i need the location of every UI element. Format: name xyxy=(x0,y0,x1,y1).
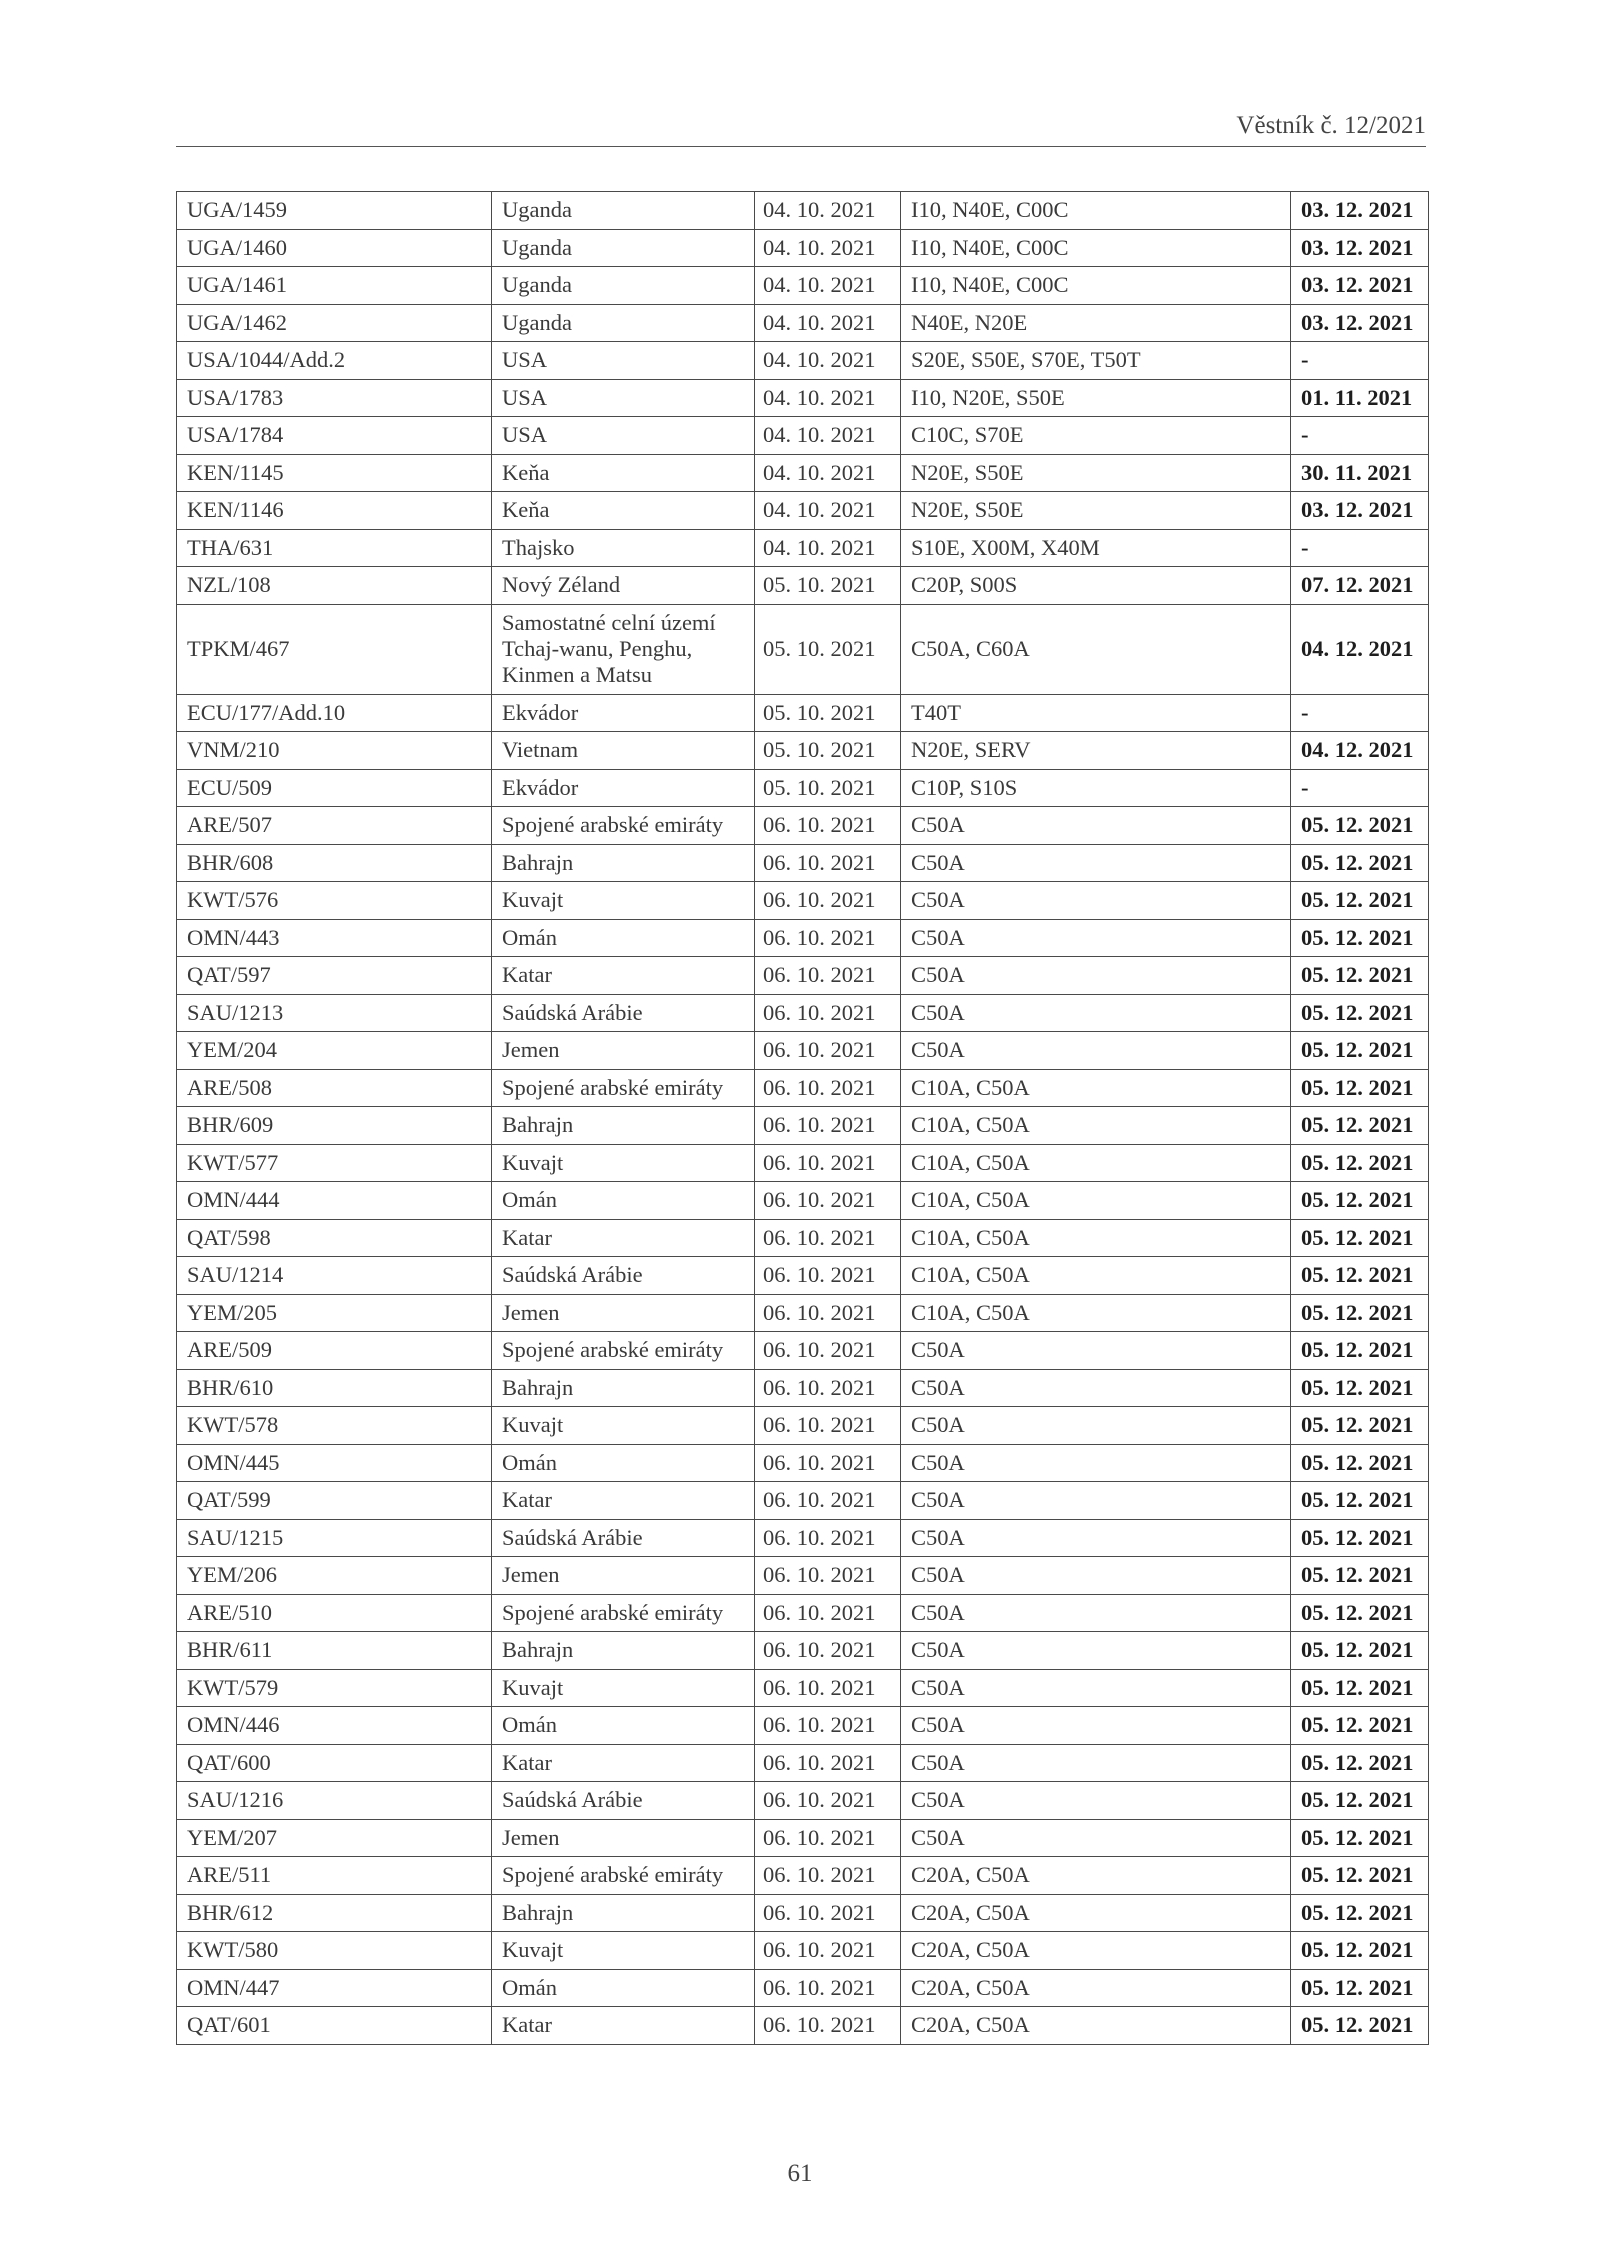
country-cell: Uganda xyxy=(492,267,755,305)
ics-codes-cell: N40E, N20E xyxy=(901,304,1291,342)
notification-date-cell: 06. 10. 2021 xyxy=(755,919,901,957)
country-cell: Omán xyxy=(492,1182,755,1220)
ics-codes-cell: C20A, C50A xyxy=(901,2007,1291,2045)
document-code-cell: ARE/510 xyxy=(177,1594,492,1632)
country-cell: Keňa xyxy=(492,454,755,492)
document-code-cell: ARE/507 xyxy=(177,807,492,845)
table-row xyxy=(177,1707,1429,1745)
deadline-cell: 05. 12. 2021 xyxy=(1291,1894,1429,1932)
ics-codes-cell: C50A xyxy=(901,1032,1291,1070)
document-code-cell: QAT/597 xyxy=(177,957,492,995)
table-row xyxy=(177,1782,1429,1820)
table-row xyxy=(177,529,1429,567)
document-code-cell: VNM/210 xyxy=(177,732,492,770)
document-code-cell: USA/1784 xyxy=(177,417,492,455)
country-cell: Samostatné celní území Tchaj-wanu, Penghu, Kinmen a Matsu xyxy=(492,604,755,694)
notification-date-cell: 06. 10. 2021 xyxy=(755,1894,901,1932)
table-row xyxy=(177,1632,1429,1670)
table-row xyxy=(177,1932,1429,1970)
country-cell: Bahrajn xyxy=(492,1369,755,1407)
country-cell: Uganda xyxy=(492,192,755,230)
notification-date-cell: 06. 10. 2021 xyxy=(755,1707,901,1745)
ics-codes-cell: I10, N40E, C00C xyxy=(901,267,1291,305)
country-cell: Uganda xyxy=(492,304,755,342)
notification-date-cell: 06. 10. 2021 xyxy=(755,1932,901,1970)
table-row xyxy=(177,1182,1429,1220)
country-cell: Ekvádor xyxy=(492,694,755,732)
ics-codes-cell: C50A xyxy=(901,1407,1291,1445)
country-cell: Saúdská Arábie xyxy=(492,1257,755,1295)
document-code-cell: YEM/207 xyxy=(177,1819,492,1857)
ics-codes-cell: T40T xyxy=(901,694,1291,732)
ics-codes-cell: C50A xyxy=(901,919,1291,957)
deadline-cell: 05. 12. 2021 xyxy=(1291,1744,1429,1782)
document-code-cell: QAT/600 xyxy=(177,1744,492,1782)
notification-date-cell: 04. 10. 2021 xyxy=(755,417,901,455)
deadline-cell: - xyxy=(1291,769,1429,807)
notification-date-cell: 06. 10. 2021 xyxy=(755,1219,901,1257)
table-row xyxy=(177,1557,1429,1595)
table-row xyxy=(177,1669,1429,1707)
notification-date-cell: 05. 10. 2021 xyxy=(755,694,901,732)
country-cell: Omán xyxy=(492,1969,755,2007)
country-cell: Katar xyxy=(492,1744,755,1782)
table-row xyxy=(177,732,1429,770)
country-cell: Spojené arabské emiráty xyxy=(492,807,755,845)
table-row xyxy=(177,807,1429,845)
deadline-cell: 05. 12. 2021 xyxy=(1291,1632,1429,1670)
document-code-cell: QAT/599 xyxy=(177,1482,492,1520)
country-cell: Jemen xyxy=(492,1294,755,1332)
ics-codes-cell: C20A, C50A xyxy=(901,1894,1291,1932)
ics-codes-cell: C50A xyxy=(901,1519,1291,1557)
ics-codes-cell: C50A xyxy=(901,1744,1291,1782)
page-number: 61 xyxy=(787,2160,813,2187)
deadline-cell: 03. 12. 2021 xyxy=(1291,229,1429,267)
document-code-cell: USA/1783 xyxy=(177,379,492,417)
country-cell: Jemen xyxy=(492,1032,755,1070)
table-row xyxy=(177,604,1429,694)
country-cell: USA xyxy=(492,417,755,455)
document-code-cell: SAU/1216 xyxy=(177,1782,492,1820)
notification-date-cell: 06. 10. 2021 xyxy=(755,994,901,1032)
ics-codes-cell: C50A xyxy=(901,1482,1291,1520)
country-cell: Jemen xyxy=(492,1819,755,1857)
ics-codes-cell: C10P, S10S xyxy=(901,769,1291,807)
notification-date-cell: 04. 10. 2021 xyxy=(755,454,901,492)
notification-date-cell: 06. 10. 2021 xyxy=(755,1557,901,1595)
notification-date-cell: 06. 10. 2021 xyxy=(755,844,901,882)
document-code-cell: YEM/204 xyxy=(177,1032,492,1070)
notification-date-cell: 06. 10. 2021 xyxy=(755,1444,901,1482)
country-cell: Keňa xyxy=(492,492,755,530)
table-row xyxy=(177,1369,1429,1407)
notification-table xyxy=(176,191,1429,2045)
notification-date-cell: 06. 10. 2021 xyxy=(755,882,901,920)
document-code-cell: BHR/609 xyxy=(177,1107,492,1145)
country-cell: Jemen xyxy=(492,1557,755,1595)
ics-codes-cell: C20A, C50A xyxy=(901,1857,1291,1895)
country-cell: Spojené arabské emiráty xyxy=(492,1857,755,1895)
ics-codes-cell: I10, N40E, C00C xyxy=(901,192,1291,230)
notification-date-cell: 06. 10. 2021 xyxy=(755,957,901,995)
document-code-cell: ARE/509 xyxy=(177,1332,492,1370)
document-code-cell: SAU/1215 xyxy=(177,1519,492,1557)
ics-codes-cell: C10A, C50A xyxy=(901,1069,1291,1107)
table-row xyxy=(177,994,1429,1032)
ics-codes-cell: C20A, C50A xyxy=(901,1932,1291,1970)
deadline-cell: 05. 12. 2021 xyxy=(1291,1332,1429,1370)
document-code-cell: ECU/177/Add.10 xyxy=(177,694,492,732)
deadline-cell: 05. 12. 2021 xyxy=(1291,1219,1429,1257)
table-row xyxy=(177,919,1429,957)
notification-date-cell: 06. 10. 2021 xyxy=(755,1482,901,1520)
document-code-cell: KWT/576 xyxy=(177,882,492,920)
table-row xyxy=(177,1219,1429,1257)
table-row xyxy=(177,1107,1429,1145)
country-cell: Spojené arabské emiráty xyxy=(492,1594,755,1632)
table-row xyxy=(177,1519,1429,1557)
country-cell: Saúdská Arábie xyxy=(492,994,755,1032)
ics-codes-cell: C50A xyxy=(901,1557,1291,1595)
deadline-cell: 05. 12. 2021 xyxy=(1291,1294,1429,1332)
deadline-cell: 05. 12. 2021 xyxy=(1291,1932,1429,1970)
document-code-cell: BHR/608 xyxy=(177,844,492,882)
deadline-cell: 05. 12. 2021 xyxy=(1291,1594,1429,1632)
notification-date-cell: 04. 10. 2021 xyxy=(755,304,901,342)
table-row xyxy=(177,844,1429,882)
notification-date-cell: 04. 10. 2021 xyxy=(755,379,901,417)
ics-codes-cell: I10, N20E, S50E xyxy=(901,379,1291,417)
table-row xyxy=(177,379,1429,417)
document-code-cell: OMN/443 xyxy=(177,919,492,957)
table-row xyxy=(177,1444,1429,1482)
ics-codes-cell: C10A, C50A xyxy=(901,1294,1291,1332)
document-code-cell: THA/631 xyxy=(177,529,492,567)
table-row xyxy=(177,1294,1429,1332)
deadline-cell: 05. 12. 2021 xyxy=(1291,1407,1429,1445)
document-code-cell: OMN/444 xyxy=(177,1182,492,1220)
publication-title: Věstník č. 12/2021 xyxy=(1236,112,1426,139)
document-code-cell: ARE/511 xyxy=(177,1857,492,1895)
deadline-cell: 03. 12. 2021 xyxy=(1291,267,1429,305)
country-cell: Kuvajt xyxy=(492,1407,755,1445)
document-code-cell: OMN/446 xyxy=(177,1707,492,1745)
notification-date-cell: 06. 10. 2021 xyxy=(755,1744,901,1782)
table-row xyxy=(177,1857,1429,1895)
country-cell: Thajsko xyxy=(492,529,755,567)
table-row xyxy=(177,567,1429,605)
document-code-cell: QAT/598 xyxy=(177,1219,492,1257)
table-row xyxy=(177,304,1429,342)
country-cell: Saúdská Arábie xyxy=(492,1782,755,1820)
document-code-cell: NZL/108 xyxy=(177,567,492,605)
notification-date-cell: 06. 10. 2021 xyxy=(755,1819,901,1857)
document-code-cell: BHR/612 xyxy=(177,1894,492,1932)
deadline-cell: 05. 12. 2021 xyxy=(1291,1857,1429,1895)
notification-date-cell: 06. 10. 2021 xyxy=(755,807,901,845)
country-cell: USA xyxy=(492,379,755,417)
document-code-cell: USA/1044/Add.2 xyxy=(177,342,492,380)
ics-codes-cell: C20P, S00S xyxy=(901,567,1291,605)
document-code-cell: YEM/205 xyxy=(177,1294,492,1332)
table-row xyxy=(177,1144,1429,1182)
document-code-cell: OMN/447 xyxy=(177,1969,492,2007)
table-row xyxy=(177,1032,1429,1070)
table-row xyxy=(177,694,1429,732)
deadline-cell: 05. 12. 2021 xyxy=(1291,1669,1429,1707)
country-cell: Katar xyxy=(492,2007,755,2045)
table-row xyxy=(177,1969,1429,2007)
table-row xyxy=(177,1482,1429,1520)
document-code-cell: YEM/206 xyxy=(177,1557,492,1595)
country-cell: Spojené arabské emiráty xyxy=(492,1332,755,1370)
notification-date-cell: 06. 10. 2021 xyxy=(755,1294,901,1332)
ics-codes-cell: S10E, X00M, X40M xyxy=(901,529,1291,567)
deadline-cell: 05. 12. 2021 xyxy=(1291,1107,1429,1145)
country-cell: Katar xyxy=(492,1219,755,1257)
country-cell: Spojené arabské emiráty xyxy=(492,1069,755,1107)
document-code-cell: UGA/1461 xyxy=(177,267,492,305)
table-row xyxy=(177,1594,1429,1632)
table-row xyxy=(177,492,1429,530)
notification-date-cell: 06. 10. 2021 xyxy=(755,1069,901,1107)
deadline-cell: 05. 12. 2021 xyxy=(1291,1257,1429,1295)
deadline-cell: 05. 12. 2021 xyxy=(1291,1519,1429,1557)
table-body xyxy=(177,192,1429,2045)
notification-date-cell: 06. 10. 2021 xyxy=(755,1857,901,1895)
country-cell: Bahrajn xyxy=(492,844,755,882)
table-row xyxy=(177,1894,1429,1932)
notification-date-cell: 04. 10. 2021 xyxy=(755,229,901,267)
country-cell: Omán xyxy=(492,919,755,957)
deadline-cell: 05. 12. 2021 xyxy=(1291,957,1429,995)
document-code-cell: SAU/1213 xyxy=(177,994,492,1032)
notification-date-cell: 06. 10. 2021 xyxy=(755,1669,901,1707)
ics-codes-cell: C10A, C50A xyxy=(901,1257,1291,1295)
deadline-cell: 05. 12. 2021 xyxy=(1291,2007,1429,2045)
country-cell: Omán xyxy=(492,1444,755,1482)
notification-date-cell: 05. 10. 2021 xyxy=(755,604,901,694)
country-cell: Omán xyxy=(492,1707,755,1745)
deadline-cell: 05. 12. 2021 xyxy=(1291,1032,1429,1070)
ics-codes-cell: C50A xyxy=(901,1819,1291,1857)
notification-date-cell: 06. 10. 2021 xyxy=(755,1332,901,1370)
table-row xyxy=(177,342,1429,380)
table-row xyxy=(177,1744,1429,1782)
deadline-cell: 03. 12. 2021 xyxy=(1291,192,1429,230)
deadline-cell: 05. 12. 2021 xyxy=(1291,844,1429,882)
deadline-cell: 05. 12. 2021 xyxy=(1291,1969,1429,2007)
document-code-cell: ARE/508 xyxy=(177,1069,492,1107)
ics-codes-cell: C10A, C50A xyxy=(901,1107,1291,1145)
notification-date-cell: 06. 10. 2021 xyxy=(755,1107,901,1145)
table-row xyxy=(177,1069,1429,1107)
table-row xyxy=(177,882,1429,920)
page-header xyxy=(176,110,1426,147)
ics-codes-cell: C50A xyxy=(901,1707,1291,1745)
table-row xyxy=(177,769,1429,807)
notification-date-cell: 06. 10. 2021 xyxy=(755,2007,901,2045)
table-row xyxy=(177,1257,1429,1295)
deadline-cell: - xyxy=(1291,529,1429,567)
notification-date-cell: 05. 10. 2021 xyxy=(755,769,901,807)
ics-codes-cell: C50A xyxy=(901,1332,1291,1370)
ics-codes-cell: I10, N40E, C00C xyxy=(901,229,1291,267)
document-code-cell: TPKM/467 xyxy=(177,604,492,694)
notification-date-cell: 04. 10. 2021 xyxy=(755,529,901,567)
deadline-cell: - xyxy=(1291,417,1429,455)
table-row xyxy=(177,957,1429,995)
ics-codes-cell: C20A, C50A xyxy=(901,1969,1291,2007)
table-row xyxy=(177,267,1429,305)
deadline-cell: 05. 12. 2021 xyxy=(1291,1819,1429,1857)
notification-date-cell: 06. 10. 2021 xyxy=(755,1782,901,1820)
deadline-cell: 05. 12. 2021 xyxy=(1291,1144,1429,1182)
ics-codes-cell: C50A xyxy=(901,994,1291,1032)
deadline-cell: 07. 12. 2021 xyxy=(1291,567,1429,605)
document-code-cell: BHR/611 xyxy=(177,1632,492,1670)
table-row xyxy=(177,1407,1429,1445)
ics-codes-cell: C10A, C50A xyxy=(901,1182,1291,1220)
notification-date-cell: 06. 10. 2021 xyxy=(755,1182,901,1220)
document-code-cell: KWT/579 xyxy=(177,1669,492,1707)
table-row xyxy=(177,1332,1429,1370)
deadline-cell: 05. 12. 2021 xyxy=(1291,1782,1429,1820)
document-code-cell: KWT/577 xyxy=(177,1144,492,1182)
country-cell: Kuvajt xyxy=(492,1932,755,1970)
deadline-cell: - xyxy=(1291,342,1429,380)
table-row xyxy=(177,229,1429,267)
country-cell: USA xyxy=(492,342,755,380)
deadline-cell: 01. 11. 2021 xyxy=(1291,379,1429,417)
notification-date-cell: 05. 10. 2021 xyxy=(755,567,901,605)
notification-date-cell: 06. 10. 2021 xyxy=(755,1032,901,1070)
notification-date-cell: 06. 10. 2021 xyxy=(755,1969,901,2007)
ics-codes-cell: C10A, C50A xyxy=(901,1219,1291,1257)
country-cell: Bahrajn xyxy=(492,1894,755,1932)
ics-codes-cell: S20E, S50E, S70E, T50T xyxy=(901,342,1291,380)
ics-codes-cell: C50A xyxy=(901,882,1291,920)
document-code-cell: UGA/1462 xyxy=(177,304,492,342)
document-code-cell: ECU/509 xyxy=(177,769,492,807)
country-cell: Saúdská Arábie xyxy=(492,1519,755,1557)
deadline-cell: 04. 12. 2021 xyxy=(1291,604,1429,694)
deadline-cell: 05. 12. 2021 xyxy=(1291,1069,1429,1107)
ics-codes-cell: C10A, C50A xyxy=(901,1144,1291,1182)
document-code-cell: UGA/1459 xyxy=(177,192,492,230)
deadline-cell: 05. 12. 2021 xyxy=(1291,1707,1429,1745)
country-cell: Vietnam xyxy=(492,732,755,770)
document-code-cell: KEN/1146 xyxy=(177,492,492,530)
document-code-cell: BHR/610 xyxy=(177,1369,492,1407)
deadline-cell: 05. 12. 2021 xyxy=(1291,807,1429,845)
ics-codes-cell: C50A xyxy=(901,844,1291,882)
deadline-cell: 05. 12. 2021 xyxy=(1291,994,1429,1032)
document-code-cell: QAT/601 xyxy=(177,2007,492,2045)
ics-codes-cell: N20E, SERV xyxy=(901,732,1291,770)
country-cell: Uganda xyxy=(492,229,755,267)
deadline-cell: 05. 12. 2021 xyxy=(1291,1444,1429,1482)
ics-codes-cell: C50A xyxy=(901,1632,1291,1670)
ics-codes-cell: C50A xyxy=(901,1369,1291,1407)
notification-date-cell: 06. 10. 2021 xyxy=(755,1632,901,1670)
ics-codes-cell: C50A xyxy=(901,1782,1291,1820)
deadline-cell: 05. 12. 2021 xyxy=(1291,1182,1429,1220)
notification-date-cell: 06. 10. 2021 xyxy=(755,1519,901,1557)
document-code-cell: SAU/1214 xyxy=(177,1257,492,1295)
notification-date-cell: 04. 10. 2021 xyxy=(755,492,901,530)
deadline-cell: 05. 12. 2021 xyxy=(1291,1557,1429,1595)
table-row xyxy=(177,192,1429,230)
deadline-cell: 05. 12. 2021 xyxy=(1291,919,1429,957)
deadline-cell: 30. 11. 2021 xyxy=(1291,454,1429,492)
country-cell: Katar xyxy=(492,957,755,995)
ics-codes-cell: N20E, S50E xyxy=(901,492,1291,530)
notification-date-cell: 06. 10. 2021 xyxy=(755,1407,901,1445)
ics-codes-cell: C50A xyxy=(901,957,1291,995)
table-row xyxy=(177,2007,1429,2045)
deadline-cell: 03. 12. 2021 xyxy=(1291,492,1429,530)
ics-codes-cell: C50A, C60A xyxy=(901,604,1291,694)
deadline-cell: - xyxy=(1291,694,1429,732)
notification-date-cell: 06. 10. 2021 xyxy=(755,1369,901,1407)
country-cell: Nový Zéland xyxy=(492,567,755,605)
country-cell: Kuvajt xyxy=(492,1144,755,1182)
document-code-cell: UGA/1460 xyxy=(177,229,492,267)
ics-codes-cell: N20E, S50E xyxy=(901,454,1291,492)
country-cell: Kuvajt xyxy=(492,1669,755,1707)
notification-date-cell: 04. 10. 2021 xyxy=(755,192,901,230)
ics-codes-cell: C50A xyxy=(901,1594,1291,1632)
document-code-cell: KWT/578 xyxy=(177,1407,492,1445)
deadline-cell: 04. 12. 2021 xyxy=(1291,732,1429,770)
table-row xyxy=(177,454,1429,492)
notification-date-cell: 04. 10. 2021 xyxy=(755,342,901,380)
table-row xyxy=(177,417,1429,455)
document-code-cell: OMN/445 xyxy=(177,1444,492,1482)
notification-date-cell: 05. 10. 2021 xyxy=(755,732,901,770)
country-cell: Ekvádor xyxy=(492,769,755,807)
ics-codes-cell: C50A xyxy=(901,1669,1291,1707)
document-code-cell: KWT/580 xyxy=(177,1932,492,1970)
notification-date-cell: 06. 10. 2021 xyxy=(755,1144,901,1182)
deadline-cell: 03. 12. 2021 xyxy=(1291,304,1429,342)
country-cell: Bahrajn xyxy=(492,1107,755,1145)
table-row xyxy=(177,1819,1429,1857)
country-cell: Bahrajn xyxy=(492,1632,755,1670)
notification-date-cell: 06. 10. 2021 xyxy=(755,1594,901,1632)
deadline-cell: 05. 12. 2021 xyxy=(1291,1369,1429,1407)
deadline-cell: 05. 12. 2021 xyxy=(1291,1482,1429,1520)
country-cell: Katar xyxy=(492,1482,755,1520)
ics-codes-cell: C10C, S70E xyxy=(901,417,1291,455)
ics-codes-cell: C50A xyxy=(901,1444,1291,1482)
notification-date-cell: 04. 10. 2021 xyxy=(755,267,901,305)
deadline-cell: 05. 12. 2021 xyxy=(1291,882,1429,920)
country-cell: Kuvajt xyxy=(492,882,755,920)
ics-codes-cell: C50A xyxy=(901,807,1291,845)
notification-date-cell: 06. 10. 2021 xyxy=(755,1257,901,1295)
document-code-cell: KEN/1145 xyxy=(177,454,492,492)
